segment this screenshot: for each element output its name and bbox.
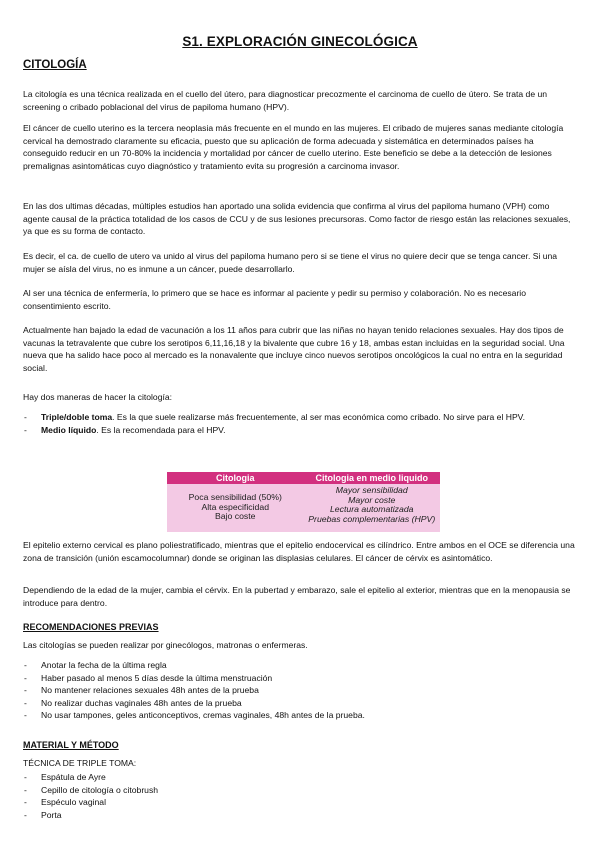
paragraph: Dependiendo de la edad de la mujer, cambia el cérvix. En la pubertad y embarazo, sale el epitelio al exterior, mientras que en la menopausia se introduce para dentro. [23, 585, 571, 608]
paragraph: Al ser una técnica de enfermería, lo primero que se hace es informar al paciente y pedir su permiso y colaboración. No es necesario consentimiento escrito. [23, 288, 526, 311]
list-item: - Cepillo de citología o citobrush [23, 784, 578, 797]
paragraph: Hay dos maneras de hacer la citología: [23, 392, 173, 402]
material-list [23, 771, 578, 821]
table-cell: Poca sensibilidad (50%) [188, 492, 282, 502]
table-column-citologia [167, 484, 304, 524]
paragraph: El epitelio externo cervical es plano poliestratificado, mientras que el epitelio endocervical es cilíndrico. Entre ambos en el OCE se diferencia una zona de transición (unión escamocolumnar) donde se originan las displasias celulares. El cáncer de cérvix es asintomático. [23, 540, 575, 563]
paragraph: Actualmente han bajado la edad de vacunación a los 11 años para cubrir que las niñas no hayan tenido relaciones sexuales. Hay dos tipos de vacunas la tetravalente que cubre los serotipos 6,11,16,18 y la bivalente que cubre 16 y 18, ambas estan incluidas en la seguridad social. Una nueva que ha salido hace poco al mercado es la nonavalente que incluye cinco nuevos serotipos oncológicos la cual no entra en la seguridad social. [23, 325, 565, 373]
table-header-cell: Citologia [216, 473, 255, 483]
list-item: - Espátula de Ayre [23, 771, 578, 784]
paragraph: La citología es una técnica realizada en el cuello del útero, para diagnosticar precozmente el carcinoma de cuello de útero. Se trata de un screening o cribado poblacional del virus de papiloma humano (HPV). [23, 89, 548, 112]
table-column-medio-liquido [304, 484, 441, 524]
table-cell: Lectura automatizada [329, 504, 414, 515]
method-term: Medio líquido [41, 424, 97, 435]
document-title: S1. EXPLORACIÓN GINECOLÓGICA [182, 34, 418, 49]
table-header-cell: Citologia en medio liquido [315, 473, 428, 483]
table-cell: Mayor sensibilidad [335, 485, 408, 495]
paragraph: Es decir, el ca. de cuello de utero va unido al virus del papiloma humano pero si se tiene el virus no quiere decir que se tenga cancer. Si una mujer se aísla del virus, no es inmune a un cáncer, puede desarrollarlo. [23, 251, 558, 274]
recomendaciones-list [23, 659, 578, 722]
list-item [23, 424, 578, 437]
list-item: - No realizar duchas vaginales 48h antes de la prueba [23, 697, 578, 710]
list-item: - No usar tampones, geles anticonceptivos, cremas vaginales, 48h antes de la prueba. [23, 709, 578, 722]
comparison-table [167, 472, 440, 532]
list-item [23, 411, 578, 424]
paragraph: El cáncer de cuello uterino es la tercera neoplasia más frecuente en el mundo en las mujeres. El cribado de mujeres sanas mediante citología cervical ha demostrado claramente su eficacia, puesto que su aplicación de forma adecuada y sistemática en determinados países ha conseguido reducir en un 70-80% la incidencia y mortalidad por cáncer de cuello uterino. Este beneficio se debe a la detección de lesiones premalignas asintomáticas cuyo diagnóstico y tratamiento evita su progresión a carcinoma invasor. [23, 123, 564, 171]
paragraph: Las citologías se pueden realizar por ginecólogos, matronas o enfermeras. [23, 640, 308, 650]
section-heading-citologia: CITOLOGÍA [23, 59, 87, 71]
table-cell: Bajo coste [214, 511, 256, 522]
method-text: . Es la que suele realizarse más frecuentemente, al ser mas económica como cribado. No sirve para el HPV. [112, 412, 526, 422]
table-header [167, 472, 440, 484]
table-body [167, 484, 440, 524]
list-item: - No mantener relaciones sexuales 48h antes de la prueba [23, 684, 578, 697]
methods-list [23, 411, 578, 436]
list-item: - Espéculo vaginal [23, 796, 578, 809]
section-heading-material: MATERIAL Y MÉTODO [23, 740, 119, 750]
list-item: - Haber pasado al menos 5 días desde la última menstruación [23, 672, 578, 685]
method-text: . Es la recomendada para el HPV. [96, 424, 226, 435]
list-item: - Porta [23, 809, 578, 822]
method-term: Triple/doble toma [41, 412, 113, 422]
tecnica-label: TÉCNICA DE TRIPLE TOMA: [23, 758, 137, 768]
table-cell: Pruebas complementarias (HPV) [308, 513, 436, 524]
list-item: - Anotar la fecha de la última regla [23, 659, 578, 672]
paragraph: En las dos ultimas décadas, múltiples estudios han aportado una solida evidencia que confirma al virus del papiloma humano (VPH) como agente causal de la práctica totalidad de los casos de CCU y de sus lesiones precursoras. Como factor de riesgo están las relaciones sexuales, ya que es su forma de contacto. [23, 201, 571, 237]
section-heading-recomendaciones: RECOMENDACIONES PREVIAS [23, 622, 159, 632]
table-cell: Mayor coste [348, 494, 396, 505]
table-cell: Alta especificidad [201, 501, 270, 512]
